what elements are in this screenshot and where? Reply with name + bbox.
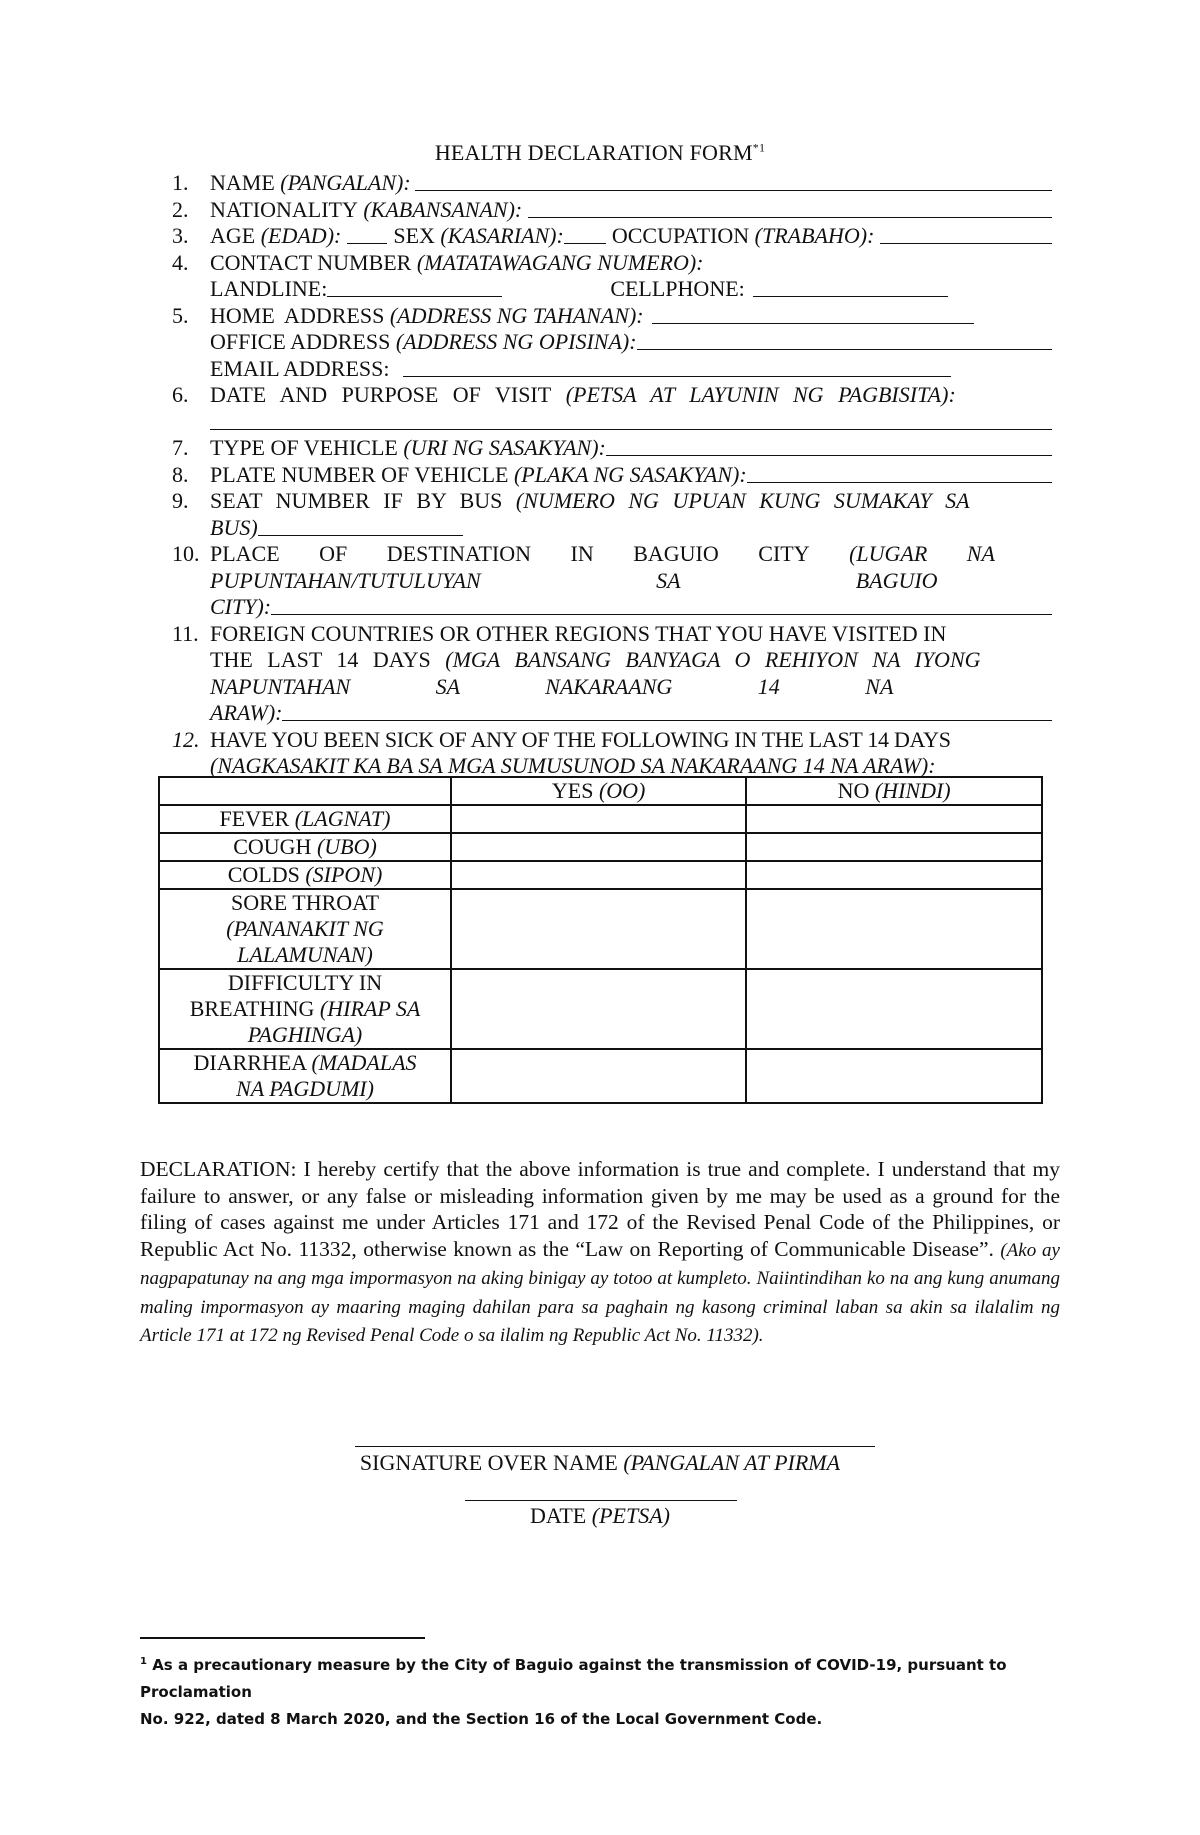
age-field[interactable]	[347, 223, 387, 244]
nationality-label: NATIONALITY	[210, 196, 358, 222]
sickness-label-fil: (NAGKASAKIT KA BA SA MGA SUMUSUNOD SA NAKARAANG 14 NA ARAW):	[210, 753, 936, 778]
cellphone-label: CELLPHONE:	[610, 276, 745, 301]
visit-field[interactable]	[210, 409, 1052, 430]
item-contact-numbers	[172, 276, 1052, 303]
home-address-label-fil: (ADDRESS NG TAHANAN):	[389, 302, 644, 328]
fever-no-cell[interactable]	[746, 805, 1042, 833]
declaration-text-fil: (Ako ay nagpapatunay na ang mga impormasyon na aking binigay ay totoo at kumpleto. Naiintindihan ko na ang kung anumang maling impormasyon ay maaring maging dahilan para sa paghain ng kasong criminal laban sa akin sa ilalalim ng Article 171 at 172 ng Revised Penal Code o sa ilalim ng Republic Act No. 11332).	[140, 1239, 1060, 1346]
landline-field[interactable]	[327, 276, 502, 297]
item-number: 12.	[172, 726, 200, 752]
footnote	[140, 1648, 1080, 1733]
symptom-fever: FEVER (LAGNAT)	[159, 805, 451, 833]
header-blank	[159, 777, 451, 805]
table-row	[159, 1049, 1042, 1103]
item-number: 3.	[172, 223, 189, 248]
footnote-text: As a precautionary measure by the City of Baguio against the transmission of COVID-19, pursuant to Proclamation	[140, 1656, 1007, 1701]
colds-yes-cell[interactable]	[451, 861, 746, 889]
item-number: 9.	[172, 488, 189, 513]
item-number: 1.	[172, 170, 189, 195]
declaration-paragraph	[140, 1156, 1060, 1350]
declaration-text: DECLARATION: I hereby certify that the above information is true and complete. I understand that my failure to answer, or any false or misleading information given by me may be used as a ground for the filing of cases against me under Articles 171 and 172 of the Revised Penal Code of the Philippines, or Republic Act No. 11332, otherwise known as the “Law on Reporting of Communicable Disease”.	[140, 1157, 1060, 1261]
date-line[interactable]	[465, 1500, 737, 1501]
table-row	[159, 969, 1042, 1049]
occupation-label-fil: (TRABAHO):	[754, 223, 875, 248]
fever-yes-cell[interactable]	[451, 805, 746, 833]
sex-field[interactable]	[564, 223, 606, 244]
item-name	[172, 170, 1052, 197]
name-label-fil: (PANGALAN):	[280, 170, 411, 195]
home-address-label: HOME ADDRESS	[210, 302, 385, 328]
home-address-field[interactable]	[652, 303, 974, 324]
occupation-field[interactable]	[880, 223, 1052, 244]
foreign-visits-label-2: THE LAST 14 DAYS	[210, 647, 431, 672]
office-address-field[interactable]	[637, 329, 1052, 350]
symptom-table	[158, 776, 1043, 1104]
table-header-row	[159, 777, 1042, 805]
foreign-visits-label-fil-2: NAPUNTAHAN SA NAKARAANG 14 NA	[210, 673, 894, 699]
seat-number-label-fil-2: BUS)	[210, 514, 258, 540]
age-label-fil: (EDAD):	[260, 223, 342, 248]
destination-label: PLACE OF DESTINATION IN BAGUIO CITY	[210, 541, 810, 566]
plate-number-label-fil: (PLAKA NG SASAKYAN):	[513, 461, 747, 487]
seat-number-label: SEAT NUMBER IF BY BUS	[210, 488, 503, 513]
header-no: NO (HINDI)	[746, 777, 1042, 805]
footnote-mark: 1	[140, 1656, 147, 1667]
name-field[interactable]	[415, 170, 1052, 191]
symptom-colds: COLDS (SIPON)	[159, 861, 451, 889]
nationality-field[interactable]	[528, 197, 1052, 218]
item-destination-line	[172, 594, 1052, 621]
item-vehicle-type	[172, 435, 1052, 462]
visit-label: DATE AND PURPOSE OF VISIT	[210, 382, 552, 407]
foreign-visits-field[interactable]	[282, 700, 1052, 721]
form-items	[172, 170, 1052, 780]
item-contact	[172, 250, 1052, 277]
item-number: 5.	[172, 302, 189, 328]
footnote-text-2: No. 922, dated 8 March 2020, and the Section 16 of the Local Government Code.	[140, 1710, 823, 1728]
cough-yes-cell[interactable]	[451, 833, 746, 861]
title-text: HEALTH DECLARATION FORM	[434, 140, 753, 165]
header-yes: YES (OO)	[451, 777, 746, 805]
office-address-label: OFFICE ADDRESS	[210, 329, 391, 354]
footnote-ref: *1	[752, 140, 766, 155]
seat-number-label-fil: (NUMERO NG UPUAN KUNG SUMAKAY SA	[515, 488, 970, 513]
item-age-sex-occupation	[172, 223, 1052, 250]
item-foreign-visits-cont2	[172, 674, 1052, 701]
signature-label: SIGNATURE OVER NAME (PANGALAN AT PIRMA	[359, 1450, 841, 1475]
diarrhea-no-cell[interactable]	[746, 1049, 1042, 1103]
breathing-yes-cell[interactable]	[451, 969, 746, 1049]
item-number: 11.	[172, 620, 199, 646]
item-seat-number	[172, 488, 1052, 515]
symptom-diarrhea: DIARRHEA (MADALAS NA PAGDUMI)	[159, 1049, 451, 1103]
sore-throat-no-cell[interactable]	[746, 889, 1042, 969]
nationality-label-fil: (KABANSANAN):	[363, 196, 523, 222]
vehicle-type-label: TYPE OF VEHICLE	[210, 435, 398, 460]
item-foreign-visits-cont	[172, 647, 1052, 674]
vehicle-type-label-fil: (URI NG SASAKYAN):	[403, 435, 606, 460]
plate-number-label: PLATE NUMBER OF VEHICLE	[210, 461, 509, 487]
symptom-sore-throat: SORE THROAT (PANANAKIT NG LALAMUNAN)	[159, 889, 451, 969]
item-number: 6.	[172, 382, 189, 407]
destination-label-fil: (LUGAR NA	[849, 541, 995, 566]
vehicle-type-field[interactable]	[606, 435, 1052, 456]
sickness-label: HAVE YOU BEEN SICK OF ANY OF THE FOLLOWING IN THE LAST 14 DAYS	[210, 726, 951, 752]
item-destination	[172, 541, 1052, 568]
table-row	[159, 861, 1042, 889]
item-destination-cont	[172, 568, 1052, 595]
table-row	[159, 889, 1042, 969]
email-address-field[interactable]	[403, 356, 951, 377]
landline-label: LANDLINE:	[210, 276, 328, 301]
sore-throat-yes-cell[interactable]	[451, 889, 746, 969]
item-visit-line	[172, 409, 1052, 436]
item-number: 4.	[172, 249, 189, 275]
item-seat-number-line	[172, 515, 1052, 542]
date-label: DATE (PETSA)	[530, 1503, 670, 1528]
item-number: 7.	[172, 435, 189, 460]
item-number: 10.	[172, 541, 200, 566]
destination-label-fil-3: CITY):	[210, 594, 272, 619]
item-foreign-visits-line	[172, 700, 1052, 727]
item-home-address	[172, 303, 1052, 330]
item-sickness	[172, 727, 1052, 754]
foreign-visits-label-fil-3: ARAW):	[210, 700, 283, 725]
sex-label-fil: (KASARIAN):	[440, 223, 564, 248]
contact-label: CONTACT NUMBER	[210, 249, 412, 275]
cellphone-field[interactable]	[753, 276, 948, 297]
breathing-no-cell[interactable]	[746, 969, 1042, 1049]
occupation-label: OCCUPATION	[611, 223, 750, 248]
cough-no-cell[interactable]	[746, 833, 1042, 861]
item-nationality	[172, 197, 1052, 224]
foreign-visits-label-fil: (MGA BANSANG BANYAGA O REHIYON NA IYONG	[445, 647, 981, 672]
office-address-label-fil: (ADDRESS NG OPISINA):	[395, 329, 637, 354]
visit-label-fil: (PETSA AT LAYUNIN NG PAGBISITA):	[565, 382, 956, 407]
age-label: AGE	[210, 223, 256, 248]
destination-field[interactable]	[271, 594, 1052, 615]
destination-label-fil-2: PUPUNTAHAN/TUTULUYAN SA BAGUIO	[210, 567, 938, 593]
table-row	[159, 805, 1042, 833]
item-office-address	[172, 329, 1052, 356]
item-number: 8.	[172, 461, 189, 487]
item-number: 2.	[172, 196, 189, 222]
foreign-visits-label: FOREIGN COUNTRIES OR OTHER REGIONS THAT YOU HAVE VISITED IN	[210, 620, 947, 646]
diarrhea-yes-cell[interactable]	[451, 1049, 746, 1103]
plate-number-field[interactable]	[747, 462, 1052, 483]
symptom-difficulty-breathing: DIFFICULTY IN BREATHING (HIRAP SA PAGHINGA)	[159, 969, 451, 1049]
item-foreign-visits	[172, 621, 1052, 648]
sex-label: SEX	[393, 223, 435, 248]
item-email-address	[172, 356, 1052, 383]
page-title	[0, 140, 1200, 166]
item-plate-number	[172, 462, 1052, 489]
table-row	[159, 833, 1042, 861]
symptom-cough: COUGH (UBO)	[159, 833, 451, 861]
colds-no-cell[interactable]	[746, 861, 1042, 889]
seat-number-field[interactable]	[258, 515, 463, 536]
item-visit	[172, 382, 1052, 409]
contact-label-fil: (MATATAWAGANG NUMERO):	[416, 249, 704, 275]
name-label: NAME	[210, 170, 275, 195]
email-address-label: EMAIL ADDRESS:	[210, 355, 390, 381]
signature-line[interactable]	[355, 1446, 875, 1447]
footnote-divider	[140, 1637, 425, 1639]
